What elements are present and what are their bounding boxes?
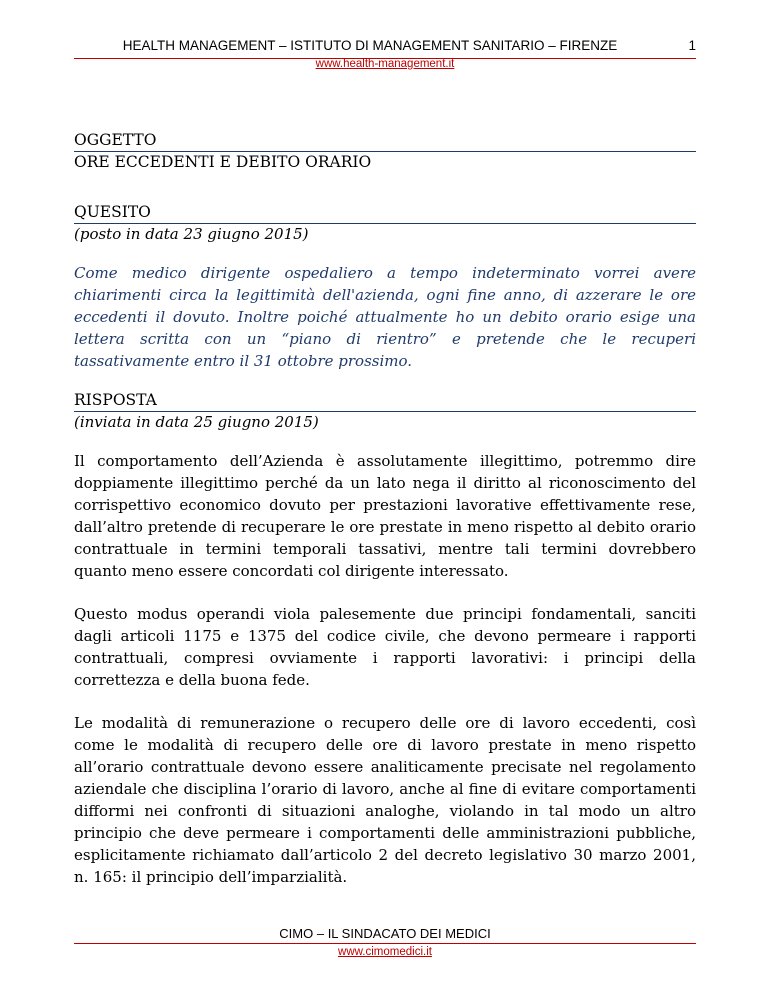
- header-website-link[interactable]: www.health-management.it: [315, 58, 455, 70]
- footer-title: CIMO – IL SINDACATO DEI MEDICI: [279, 926, 491, 941]
- footer-website-link[interactable]: www.cimomedici.it: [338, 946, 432, 958]
- oggetto-label: OGGETTO: [74, 131, 157, 149]
- risposta-label: RISPOSTA: [74, 391, 157, 409]
- risposta-paragraph-3: Le modalità di remunerazione o recupero delle ore di lavoro eccedenti, così come le modalità di recupero delle ore di lavoro prestate in meno rispetto all’orario contrattuale devono essere analiticamente precisate nel regolamento aziendale che disciplina l’orario di lavoro, anche al fine di evitare comportamenti difformi nei confronti di situazioni analoghe, violando in tal modo un altro principio che deve permeare i comportamenti delle amministrazioni pubbliche, esplicitamente richiamato dall’articolo 2 del decreto legislativo 30 marzo 2001, n. 165: il principio dell’imparzialità.: [74, 714, 696, 886]
- risposta-paragraph-2: Questo modus operandi viola palesemente due principi fondamentali, sanciti dagli articoli 1175 e 1375 del codice civile, che devono permeare i rapporti contrattuali, compresi ovviamente i rapporti lavorativi: i principi della correttezza e della buona fede.: [74, 605, 696, 689]
- risposta-paragraph-1: Il comportamento dell’Azienda è assolutamente illegittimo, potremmo dire doppiamente illegittimo perché da un lato nega il diritto al riconoscimento del corrispettivo economico dovuto per prestazioni lavorative effettivamente rese, dall’altro pretende di recuperare le ore prestate in meno rispetto al debito orario contrattuale in termini temporali tassativi, mentre tali termini dovrebbero quanto meno essere concordati col dirigente interessato.: [74, 452, 696, 580]
- risposta-date: (inviata in data 25 giugno 2015): [74, 413, 319, 431]
- footer-divider: [74, 943, 696, 944]
- oggetto-text: ORE ECCEDENTI E DEBITO ORARIO: [74, 153, 372, 171]
- quesito-label: QUESITO: [74, 203, 151, 221]
- quesito-body: Come medico dirigente ospedaliero a tempo indeterminato vorrei avere chiarimenti circa la legittimità dell'azienda, ogni fine anno, di azzerare le ore eccedenti il dovuto. Inoltre poiché attualmente ho un debito orario esige una lettera scritta con un “piano di rientro” e pretende che le recuperi tassativamente entro il 31 ottobre prossimo.: [74, 264, 696, 370]
- page-footer: [74, 926, 696, 958]
- quesito-date: (posto in data 23 giugno 2015): [74, 225, 309, 243]
- page-header: [74, 38, 696, 98]
- page-number: 1: [688, 38, 696, 53]
- document-body: [74, 130, 696, 888]
- header-title: HEALTH MANAGEMENT – ISTITUTO DI MANAGEMENT SANITARIO – FIRENZE: [122, 38, 618, 53]
